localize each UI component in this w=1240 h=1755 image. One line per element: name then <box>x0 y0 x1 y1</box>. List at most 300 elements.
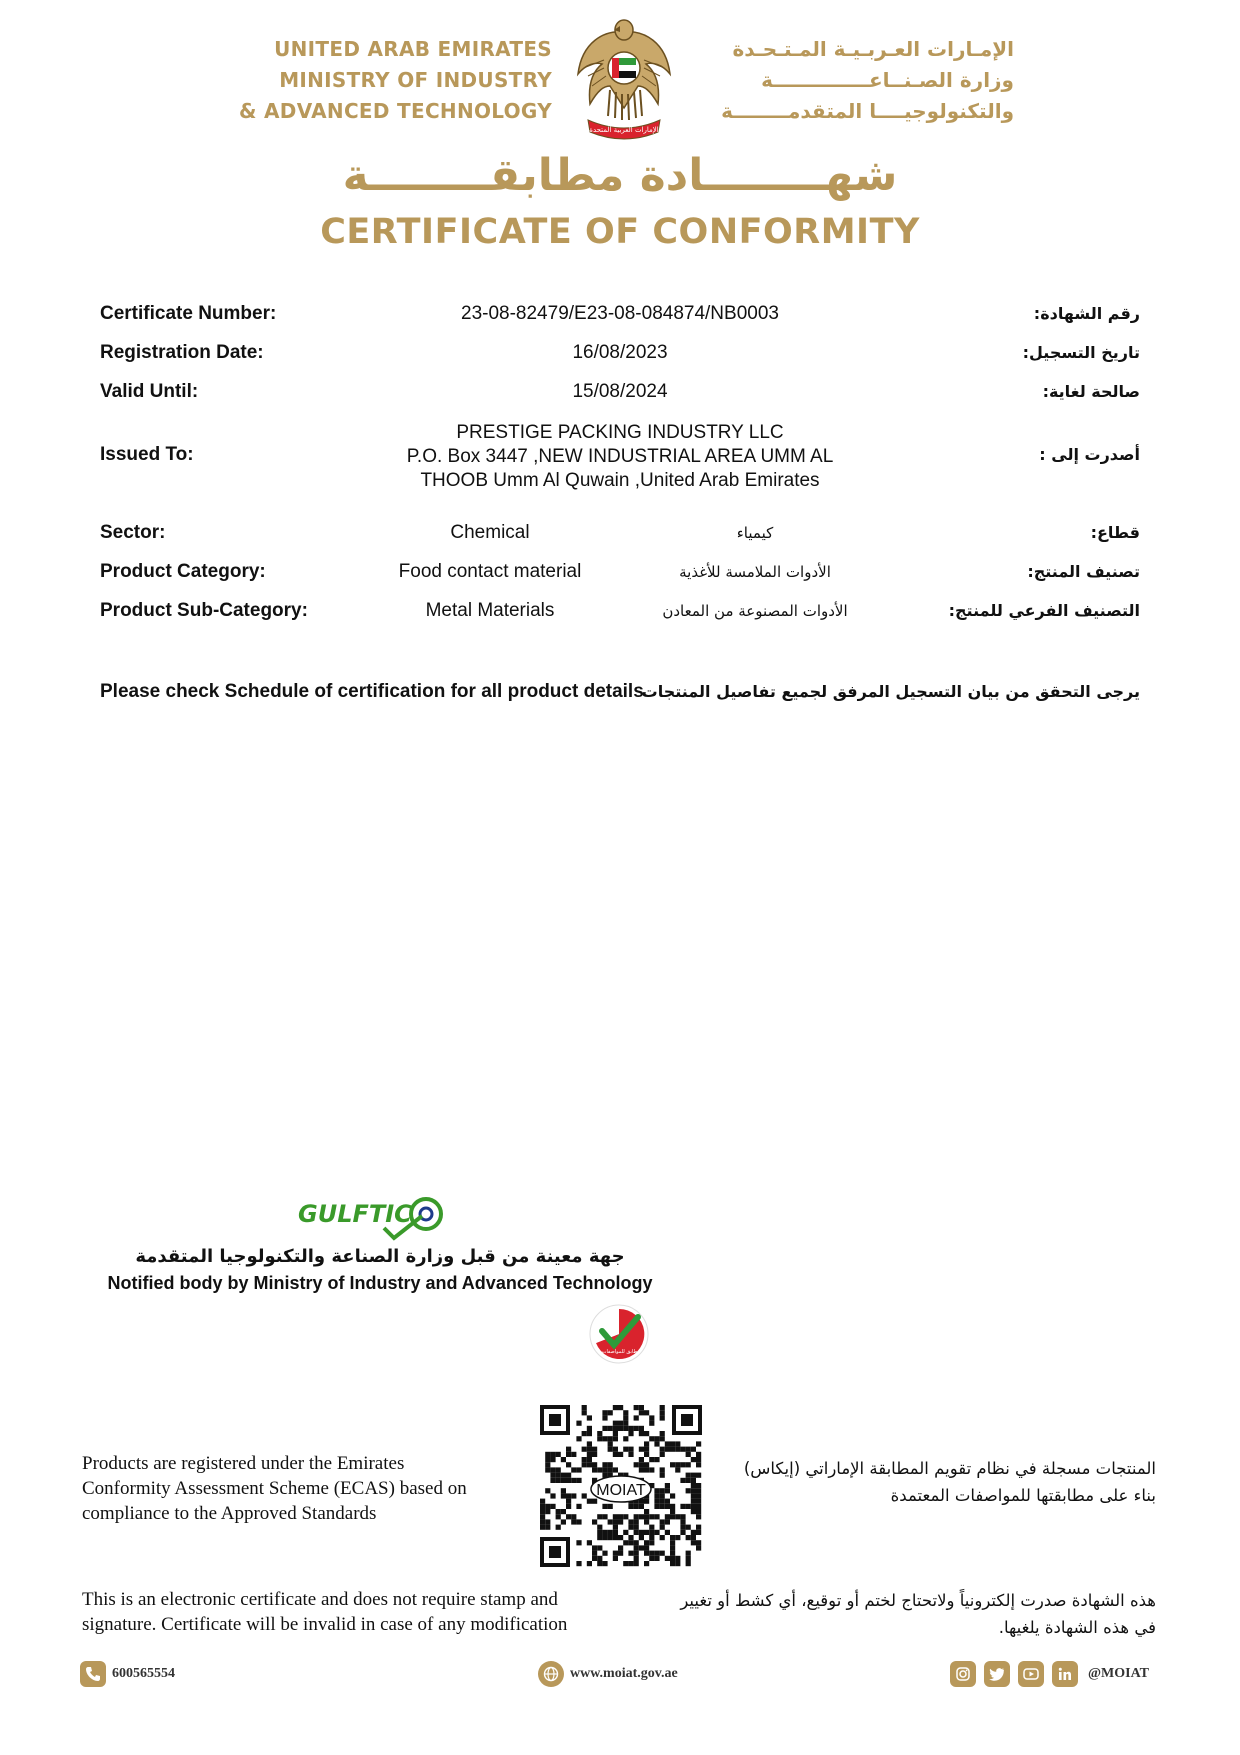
qr-module <box>592 1519 597 1524</box>
qr-module <box>618 1405 623 1410</box>
qr-module <box>597 1467 602 1472</box>
qr-module <box>597 1525 602 1530</box>
qr-module <box>634 1556 639 1561</box>
certificate-number-label-ar: رقم الشهادة: <box>1033 304 1140 323</box>
qr-module <box>686 1561 691 1566</box>
qr-module <box>556 1467 561 1472</box>
qr-module <box>686 1462 691 1467</box>
qr-module <box>613 1452 618 1457</box>
qr-module <box>686 1447 691 1452</box>
electronic-notice-english <box>82 1587 642 1637</box>
qr-module <box>628 1551 633 1556</box>
qr-module <box>644 1514 649 1519</box>
uae-eagle-emblem-icon <box>574 12 674 142</box>
qr-module <box>556 1473 561 1478</box>
qr-module <box>592 1462 597 1467</box>
qr-module <box>540 1509 545 1514</box>
qr-module <box>686 1488 691 1493</box>
qr-module <box>561 1519 566 1524</box>
qr-module <box>550 1493 555 1498</box>
issued-to-label-ar: أصدرت إلى : <box>1039 445 1140 464</box>
qr-module <box>644 1452 649 1457</box>
qr-module <box>696 1530 701 1535</box>
qr-module <box>649 1535 654 1540</box>
qr-module <box>628 1426 633 1431</box>
qr-module <box>597 1436 602 1441</box>
qr-module <box>561 1493 566 1498</box>
qr-module <box>587 1457 592 1462</box>
qr-module <box>680 1530 685 1535</box>
issued-to-line-2: P.O. Box 3447 ,NEW INDUSTRIAL AREA UMM AL <box>406 446 834 467</box>
ecas-statement-english <box>82 1451 522 1526</box>
qr-module <box>670 1535 675 1540</box>
qr-module <box>696 1514 701 1519</box>
qr-module <box>686 1556 691 1561</box>
qr-module <box>691 1483 696 1488</box>
qr-module <box>680 1504 685 1509</box>
qr-module <box>618 1519 623 1524</box>
qr-module <box>623 1540 628 1545</box>
qr-module <box>660 1447 665 1452</box>
youtube-icon[interactable] <box>1018 1661 1044 1687</box>
qr-module <box>670 1514 675 1519</box>
qr-module <box>561 1457 566 1462</box>
qr-module <box>639 1467 644 1472</box>
qr-module <box>592 1499 597 1504</box>
qr-module <box>649 1415 654 1420</box>
qr-module <box>686 1452 691 1457</box>
qr-module <box>639 1447 644 1452</box>
qr-module <box>597 1535 602 1540</box>
qr-module <box>587 1447 592 1452</box>
sector-value: Chemical <box>450 522 530 543</box>
qr-module <box>613 1431 618 1436</box>
conformity-check-seal-icon <box>588 1303 650 1365</box>
qr-module <box>649 1540 654 1545</box>
ecas-en-line-3: compliance to the Approved Standards <box>82 1503 377 1524</box>
qr-module <box>618 1421 623 1426</box>
qr-module <box>602 1551 607 1556</box>
qr-module <box>660 1410 665 1415</box>
qr-module <box>644 1530 649 1535</box>
qr-module <box>613 1405 618 1410</box>
phone-icon <box>80 1661 106 1687</box>
qr-module <box>644 1545 649 1550</box>
qr-module <box>696 1452 701 1457</box>
product-category-value: Food contact material <box>398 561 582 582</box>
qr-module <box>639 1535 644 1540</box>
qr-module <box>592 1467 597 1472</box>
qr-module <box>592 1447 597 1452</box>
qr-module <box>571 1493 576 1498</box>
ecas-statement-arabic <box>720 1455 1156 1509</box>
sector-value-ar: كيمياء <box>736 524 774 542</box>
qr-module <box>618 1514 623 1519</box>
qr-module <box>654 1556 659 1561</box>
qr-module <box>582 1493 587 1498</box>
qr-module <box>592 1556 597 1561</box>
qr-module <box>691 1530 696 1535</box>
qr-module <box>623 1436 628 1441</box>
valid-until-value: 15/08/2024 <box>572 381 668 402</box>
qr-module <box>597 1431 602 1436</box>
qr-module <box>649 1436 654 1441</box>
qr-module <box>691 1447 696 1452</box>
qr-module <box>670 1504 675 1509</box>
ecas-en-line-1: Products are registered under the Emirates <box>82 1453 405 1474</box>
qr-module <box>644 1499 649 1504</box>
linkedin-icon[interactable] <box>1052 1661 1078 1687</box>
qr-module <box>618 1545 623 1550</box>
qr-module <box>686 1551 691 1556</box>
qr-module <box>665 1514 670 1519</box>
qr-module <box>587 1462 592 1467</box>
qr-module <box>545 1462 550 1467</box>
qr-module <box>639 1545 644 1550</box>
electronic-en-line-2: signature. Certificate will be invalid in case of any modification <box>82 1614 568 1635</box>
qr-module <box>587 1415 592 1420</box>
qr-module <box>602 1467 607 1472</box>
qr-module <box>628 1519 633 1524</box>
qr-module <box>613 1525 618 1530</box>
qr-module <box>602 1436 607 1441</box>
qr-module <box>556 1514 561 1519</box>
qr-module <box>566 1452 571 1457</box>
valid-until-label: Valid Until: <box>100 381 199 402</box>
qr-module <box>550 1504 555 1509</box>
qr-module <box>696 1540 701 1545</box>
qr-module <box>644 1551 649 1556</box>
qr-module <box>613 1519 618 1524</box>
qr-module <box>628 1452 633 1457</box>
qr-module <box>639 1462 644 1467</box>
qr-module <box>545 1504 550 1509</box>
qr-module <box>691 1493 696 1498</box>
qr-module <box>587 1499 592 1504</box>
qr-module <box>680 1514 685 1519</box>
qr-module <box>696 1499 701 1504</box>
qr-module <box>634 1545 639 1550</box>
qr-module <box>571 1514 576 1519</box>
qr-module <box>582 1431 587 1436</box>
ecas-en-line-2: Conformity Assessment Scheme (ECAS) based on <box>82 1478 467 1499</box>
schedule-note-arabic: يرجى التحقق من بيان التسجيل المرفق لجميع تفاصيل المنتجات <box>641 682 1140 701</box>
qr-module <box>634 1551 639 1556</box>
qr-module <box>566 1504 571 1509</box>
qr-module <box>660 1488 665 1493</box>
qr-module <box>696 1525 701 1530</box>
qr-module <box>566 1514 571 1519</box>
seal-text: مطابق للمواصفات <box>601 1349 641 1355</box>
qr-module <box>628 1561 633 1566</box>
qr-module <box>576 1519 581 1524</box>
qr-module <box>686 1473 691 1478</box>
qr-module <box>670 1551 675 1556</box>
website-url: www.moiat.gov.ae <box>570 1666 678 1681</box>
qr-module <box>602 1561 607 1566</box>
qr-module <box>582 1447 587 1452</box>
qr-module <box>696 1545 701 1550</box>
qr-module <box>576 1436 581 1441</box>
header-en-line-2: MINISTRY OF INDUSTRY <box>279 68 552 92</box>
qr-module <box>571 1478 576 1483</box>
qr-module <box>618 1535 623 1540</box>
qr-module <box>639 1426 644 1431</box>
qr-module <box>571 1452 576 1457</box>
qr-module <box>660 1452 665 1457</box>
qr-module <box>660 1431 665 1436</box>
qr-module <box>660 1499 665 1504</box>
qr-module <box>691 1478 696 1483</box>
qr-module <box>691 1457 696 1462</box>
verification-qr-code[interactable] <box>538 1403 704 1569</box>
qr-module <box>613 1551 618 1556</box>
footer-phone[interactable] <box>80 1660 175 1688</box>
qr-module <box>602 1504 607 1509</box>
qr-module <box>634 1561 639 1566</box>
electronic-en-line-1: This is an electronic certificate and does not require stamp and <box>82 1589 558 1610</box>
gulftic-logo <box>298 1188 448 1242</box>
qr-module <box>592 1452 597 1457</box>
qr-module <box>608 1530 613 1535</box>
qr-module <box>654 1551 659 1556</box>
qr-module <box>613 1514 618 1519</box>
header-ar-line-2: وزارة الصـنــاعــــــــــــــة <box>761 68 1014 92</box>
instagram-icon[interactable] <box>950 1661 976 1687</box>
qr-module <box>639 1504 644 1509</box>
issued-to-line-3: THOOB Umm Al Quwain ,United Arab Emirates <box>420 470 820 491</box>
qr-module <box>696 1441 701 1446</box>
qr-module <box>670 1493 675 1498</box>
qr-module <box>550 1457 555 1462</box>
twitter-icon[interactable] <box>984 1661 1010 1687</box>
qr-module <box>654 1441 659 1446</box>
product-sub-category-value-ar: الأدوات المصنوعة من المعادن <box>662 602 848 620</box>
qr-module <box>675 1441 680 1446</box>
qr-module <box>675 1467 680 1472</box>
social-handle: @MOIAT <box>1088 1666 1149 1681</box>
qr-module <box>561 1473 566 1478</box>
qr-module <box>561 1478 566 1483</box>
qr-module <box>660 1525 665 1530</box>
qr-module <box>623 1426 628 1431</box>
qr-module <box>608 1504 613 1509</box>
qr-module <box>561 1509 566 1514</box>
qr-module <box>613 1530 618 1535</box>
qr-module <box>696 1462 701 1467</box>
qr-module <box>670 1540 675 1545</box>
qr-module <box>649 1457 654 1462</box>
product-category-label-ar: تصنيف المنتج: <box>1027 562 1140 581</box>
qr-module <box>680 1447 685 1452</box>
qr-module <box>654 1436 659 1441</box>
qr-module <box>628 1540 633 1545</box>
qr-module <box>680 1478 685 1483</box>
qr-module <box>654 1504 659 1509</box>
qr-module <box>582 1405 587 1410</box>
qr-module <box>639 1431 644 1436</box>
qr-module <box>660 1467 665 1472</box>
qr-module <box>628 1504 633 1509</box>
emblem-ribbon-text: الإمارات العربية المتحدة <box>589 126 659 134</box>
registration-date-label-ar: تاريخ التسجيل: <box>1022 343 1140 362</box>
qr-module <box>644 1519 649 1524</box>
qr-module <box>582 1457 587 1462</box>
qr-module <box>696 1493 701 1498</box>
qr-module <box>540 1504 545 1509</box>
qr-module <box>696 1488 701 1493</box>
qr-module <box>639 1410 644 1415</box>
qr-module <box>618 1426 623 1431</box>
qr-module <box>665 1504 670 1509</box>
qr-module <box>550 1473 555 1478</box>
qr-module <box>654 1514 659 1519</box>
qr-module <box>634 1426 639 1431</box>
gulftic-logo-text: GULFTIC <box>298 1200 412 1228</box>
qr-module <box>613 1421 618 1426</box>
qr-module <box>550 1478 555 1483</box>
qr-module <box>660 1519 665 1524</box>
qr-module <box>675 1561 680 1566</box>
product-category-label: Product Category: <box>100 561 266 582</box>
qr-module <box>545 1452 550 1457</box>
qr-module <box>613 1556 618 1561</box>
qr-module <box>613 1447 618 1452</box>
qr-module <box>654 1499 659 1504</box>
qr-module <box>556 1478 561 1483</box>
qr-module <box>608 1436 613 1441</box>
electronic-ar-line-1: هذه الشهادة صدرت إلكترونياً ولاتحتاج لختم أو توقيع، أي كشط أو تغيير <box>680 1591 1156 1610</box>
qr-module <box>608 1519 613 1524</box>
certificate-number-value: 23-08-82479/E23-08-084874/NB0003 <box>461 303 779 324</box>
qr-module <box>649 1530 654 1535</box>
header-ar-line-1: الإمـارات العـربـيـة المـتـحـدة <box>732 37 1014 61</box>
header-ar-line-3: والتكنولوجيــــا المتقدمــــــــة <box>721 99 1014 123</box>
qr-module <box>597 1545 602 1550</box>
qr-module <box>623 1514 628 1519</box>
qr-module <box>587 1452 592 1457</box>
qr-module <box>680 1519 685 1524</box>
qr-module <box>608 1410 613 1415</box>
qr-module <box>691 1488 696 1493</box>
qr-module <box>576 1561 581 1566</box>
ecas-ar-line-2: بناء على مطابقتها للمواصفات المعتمدة <box>890 1486 1156 1505</box>
notified-body-english: Notified body by Ministry of Industry and Advanced Technology <box>107 1273 653 1293</box>
qr-module <box>576 1421 581 1426</box>
qr-module <box>613 1467 618 1472</box>
qr-module <box>686 1478 691 1483</box>
qr-module <box>639 1530 644 1535</box>
qr-module <box>608 1467 613 1472</box>
qr-module <box>587 1441 592 1446</box>
qr-module <box>644 1561 649 1566</box>
qr-module <box>660 1551 665 1556</box>
qr-module <box>540 1525 545 1530</box>
qr-module <box>696 1483 701 1488</box>
qr-module <box>634 1405 639 1410</box>
qr-module <box>566 1473 571 1478</box>
qr-module <box>649 1525 654 1530</box>
valid-until-label-ar: صالحة لغاية: <box>1042 382 1140 401</box>
qr-module <box>670 1545 675 1550</box>
qr-module <box>545 1488 550 1493</box>
certificate-number-label: Certificate Number: <box>100 303 277 324</box>
qr-module <box>582 1462 587 1467</box>
qr-module <box>602 1410 607 1415</box>
qr-module <box>660 1473 665 1478</box>
qr-module <box>613 1436 618 1441</box>
qr-module <box>639 1457 644 1462</box>
footer-website[interactable] <box>538 1660 678 1688</box>
qr-module <box>670 1447 675 1452</box>
qr-module <box>571 1519 576 1524</box>
qr-module <box>582 1410 587 1415</box>
qr-module <box>576 1478 581 1483</box>
qr-module <box>540 1499 545 1504</box>
qr-module <box>566 1499 571 1504</box>
qr-module <box>644 1540 649 1545</box>
qr-module <box>634 1462 639 1467</box>
qr-module <box>628 1447 633 1452</box>
qr-module <box>634 1415 639 1420</box>
ministry-name-arabic <box>694 34 1014 127</box>
product-category-value-ar: الأدوات الملامسة للأغذية <box>679 563 831 581</box>
qr-module <box>644 1447 649 1452</box>
qr-module <box>691 1499 696 1504</box>
product-sub-category-label-ar: التصنيف الفرعي للمنتج: <box>948 601 1140 620</box>
qr-module <box>602 1415 607 1420</box>
qr-module <box>665 1519 670 1524</box>
qr-module <box>665 1556 670 1561</box>
qr-module <box>660 1504 665 1509</box>
sector-label: Sector: <box>100 522 166 543</box>
qr-module <box>639 1514 644 1519</box>
qr-module <box>623 1410 628 1415</box>
qr-module <box>550 1467 555 1472</box>
footer-social <box>950 1660 1149 1688</box>
qr-module <box>628 1431 633 1436</box>
qr-module <box>634 1530 639 1535</box>
title-english: CERTIFICATE OF CONFORMITY <box>320 212 920 252</box>
qr-module <box>665 1530 670 1535</box>
notified-body-arabic: جهة معينة من قبل وزارة الصناعة والتكنولوجيا المتقدمة <box>135 1246 625 1267</box>
qr-module <box>602 1530 607 1535</box>
qr-module <box>597 1514 602 1519</box>
qr-module <box>654 1493 659 1498</box>
qr-module <box>545 1519 550 1524</box>
electronic-notice-arabic <box>640 1587 1156 1641</box>
qr-module <box>545 1525 550 1530</box>
qr-module <box>665 1441 670 1446</box>
qr-module <box>561 1488 566 1493</box>
qr-module <box>556 1525 561 1530</box>
qr-module <box>623 1530 628 1535</box>
qr-module <box>566 1447 571 1452</box>
qr-module <box>545 1509 550 1514</box>
qr-module <box>634 1525 639 1530</box>
qr-module <box>686 1525 691 1530</box>
qr-module <box>550 1452 555 1457</box>
qr-module <box>660 1493 665 1498</box>
qr-module <box>608 1426 613 1431</box>
qr-module <box>680 1462 685 1467</box>
qr-module <box>639 1405 644 1410</box>
qr-module <box>587 1540 592 1545</box>
globe-icon <box>538 1661 564 1687</box>
ministry-name-english <box>180 34 552 127</box>
qr-module <box>556 1452 561 1457</box>
qr-module <box>597 1561 602 1566</box>
